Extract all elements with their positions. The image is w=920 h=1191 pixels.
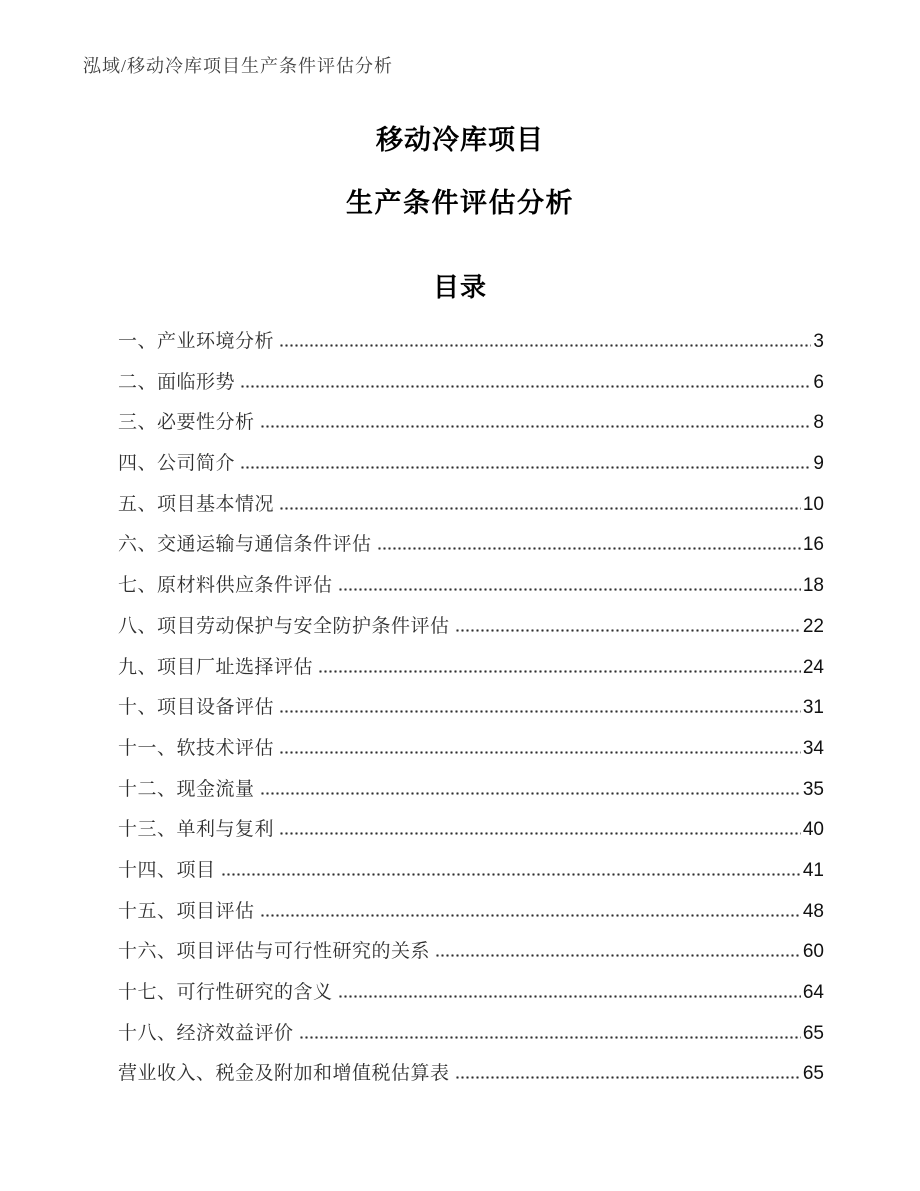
toc-leader-dots (338, 583, 801, 591)
toc-leader-dots (279, 339, 811, 347)
toc-entry-page: 16 (802, 534, 824, 556)
toc-entry[interactable] (118, 603, 824, 644)
toc-entry-page: 31 (802, 697, 824, 719)
toc-entry-label: 十七、可行性研究的含义 (118, 982, 333, 1003)
toc-entry-label: 三、必要性分析 (118, 412, 255, 434)
document-title-line1: 移动冷库项目 (376, 125, 544, 155)
toc-entry[interactable] (118, 521, 824, 562)
toc-leader-dots (377, 542, 801, 550)
toc-heading: 目录 (432, 272, 487, 302)
toc-entry[interactable] (118, 318, 824, 359)
toc-entry-page: 60 (802, 941, 824, 963)
toc-entry-label: 十一、软技术评估 (118, 737, 275, 759)
toc-entry-page: 34 (802, 737, 824, 759)
toc-entry-page: 64 (802, 982, 824, 1003)
toc-entry-page: 65 (802, 1022, 824, 1044)
toc-entry-label: 十八、经济效益评价 (118, 1022, 294, 1044)
toc-entry[interactable] (118, 1050, 824, 1091)
toc-entry-page: 3 (813, 331, 824, 352)
toc-entry[interactable] (118, 725, 824, 766)
toc-leader-dots (279, 827, 801, 835)
toc-entry[interactable] (118, 684, 824, 725)
toc-entry-page: 18 (802, 575, 824, 597)
document-title-line2: 生产条件评估分析 (346, 188, 574, 218)
toc-entry-label: 二、面临形势 (118, 371, 236, 393)
toc-entry[interactable] (118, 359, 824, 400)
toc-entry[interactable] (118, 928, 824, 969)
toc-entry-page: 48 (802, 900, 824, 922)
toc-entry-label: 十、项目设备评估 (118, 697, 275, 719)
toc-leader-dots (455, 624, 801, 632)
toc-entry[interactable] (118, 888, 824, 929)
toc-entry-label: 六、交通运输与通信条件评估 (118, 534, 372, 556)
toc-leader-dots (260, 909, 801, 917)
toc-entry-page: 10 (802, 493, 824, 515)
toc-entry[interactable] (118, 806, 824, 847)
toc-entry-label: 十六、项目评估与可行性研究的关系 (118, 941, 431, 963)
toc-leader-dots (279, 746, 801, 754)
toc-entry[interactable] (118, 399, 824, 440)
toc-entry-page: 24 (802, 656, 824, 678)
toc-entry-page: 6 (813, 371, 824, 393)
toc-entry-label: 十三、单利与复利 (118, 819, 275, 841)
toc-leader-dots (260, 787, 801, 795)
toc-leader-dots (279, 502, 801, 510)
toc-entry[interactable] (118, 766, 824, 807)
toc-entry-label: 十五、项目评估 (118, 900, 255, 922)
toc-entry-label: 一、产业环境分析 (118, 331, 275, 352)
toc-leader-dots (221, 868, 801, 876)
toc-entry-label: 八、项目劳动保护与安全防护条件评估 (118, 615, 450, 637)
toc-entry[interactable] (118, 481, 824, 522)
toc-entry-page: 40 (802, 819, 824, 841)
toc-entry[interactable] (118, 562, 824, 603)
toc-entry-label: 九、项目厂址选择评估 (118, 656, 314, 678)
toc-entry-label: 十四、项目 (118, 859, 216, 881)
toc-leader-dots (260, 420, 812, 428)
toc-leader-dots (435, 949, 801, 957)
document-header: 泓域/移动冷库项目生产条件评估分析 (83, 56, 393, 76)
toc-entry-page: 9 (813, 453, 824, 475)
toc-entry[interactable] (118, 440, 824, 481)
toc-entry-label: 十二、现金流量 (118, 778, 255, 800)
toc-leader-dots (279, 705, 801, 713)
toc-entry[interactable] (118, 644, 824, 685)
toc-leader-dots (240, 461, 811, 469)
toc-list (118, 318, 824, 1091)
toc-leader-dots (455, 1071, 801, 1079)
toc-entry[interactable] (118, 969, 824, 1010)
toc-leader-dots (318, 665, 801, 673)
toc-entry-page: 22 (802, 615, 824, 637)
toc-entry-label: 营业收入、税金及附加和增值税估算表 (118, 1063, 450, 1085)
toc-leader-dots (338, 990, 801, 998)
toc-entry-page: 8 (813, 412, 824, 434)
toc-entry[interactable] (118, 1010, 824, 1051)
toc-leader-dots (240, 380, 811, 388)
toc-entry-page: 65 (802, 1063, 824, 1085)
toc-entry-label: 五、项目基本情况 (118, 493, 275, 515)
toc-entry-page: 35 (802, 778, 824, 800)
toc-entry-label: 七、原材料供应条件评估 (118, 575, 333, 597)
toc-entry-label: 四、公司简介 (118, 453, 236, 475)
toc-leader-dots (299, 1031, 801, 1039)
toc-entry-page: 41 (802, 859, 824, 881)
toc-entry[interactable] (118, 847, 824, 888)
